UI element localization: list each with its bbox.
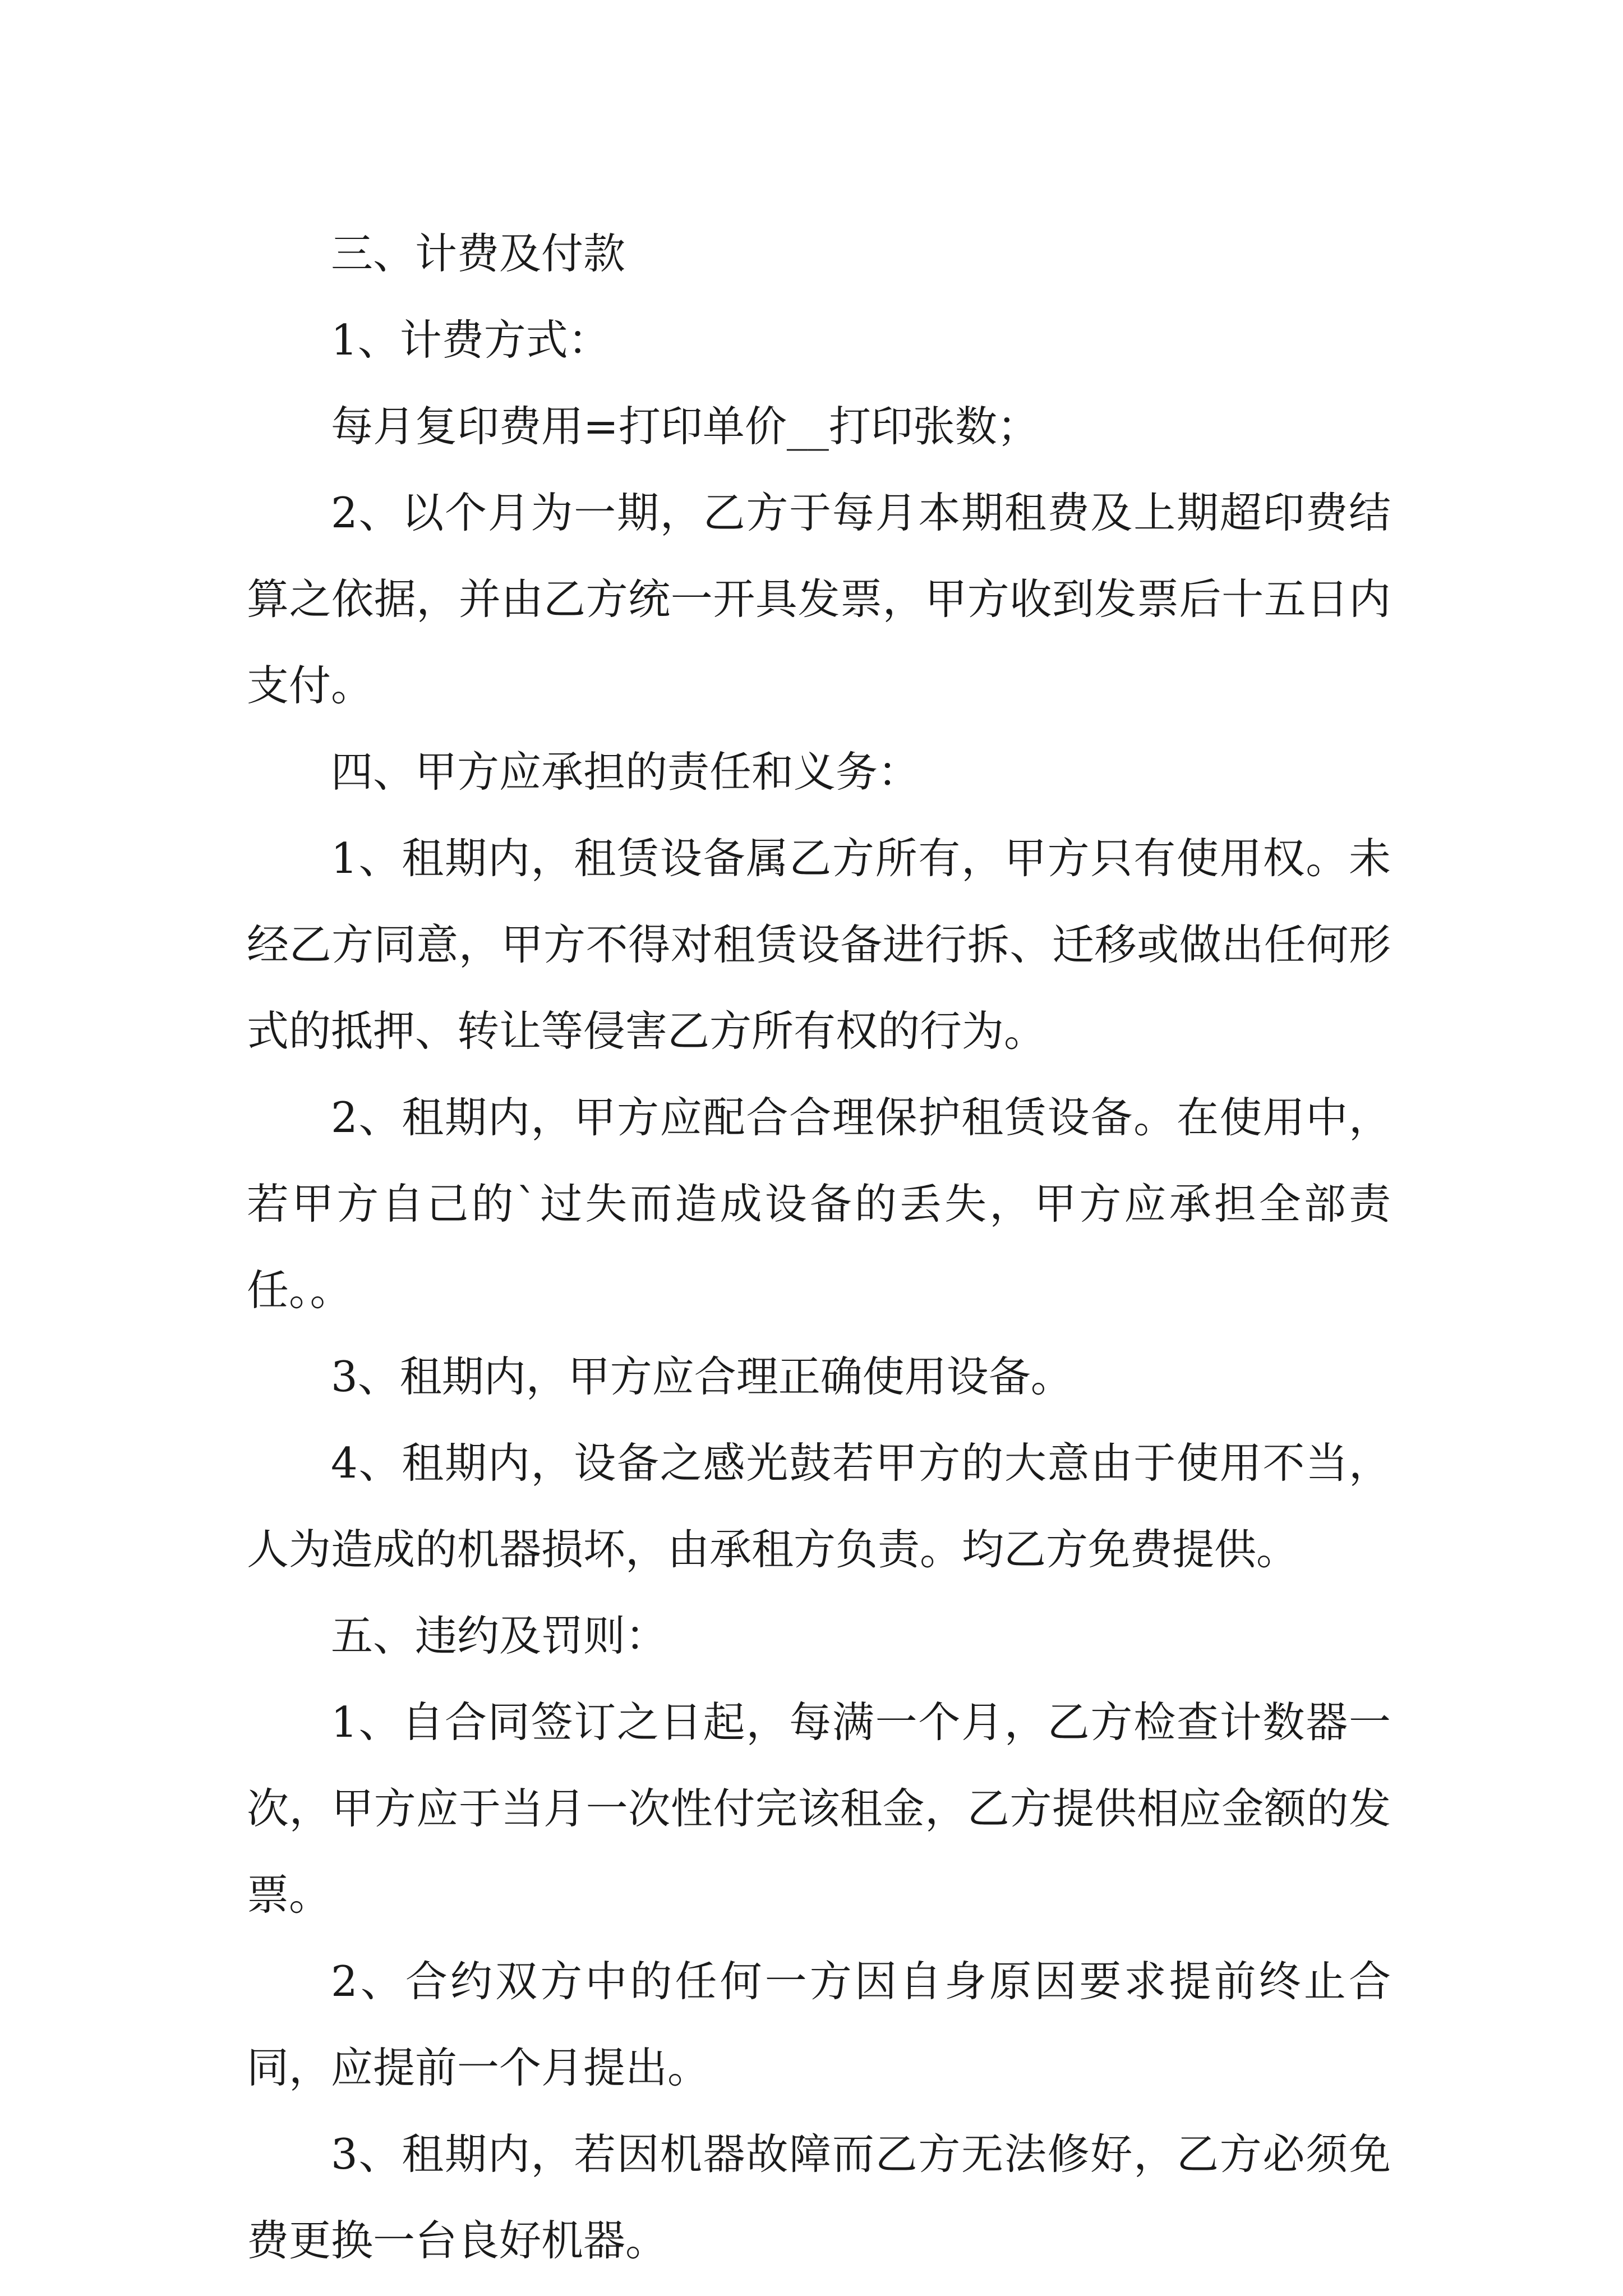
paragraph: 3、租期内，若因机器故障而乙方无法修好，乙方必须免费更换一台良好机器。 [247,2129,1391,2265]
paragraph: 1、租期内，租赁设备属乙方所有，甲方只有使用权。未经乙方同意，甲方不得对租赁设备进行拆、迁移或做出任何形式的抵押、转让等侵害乙方所有权的行为。 [247,834,1391,1056]
paragraph: 1、计费方式： [331,315,610,365]
paragraph: 2、租期内，甲方应配合合理保护租赁设备。在使用中，若甲方自己的`过失而造成设备的丢失，甲方应承担全部责任。。 [247,1093,1391,1315]
paragraph: 3、租期内，甲方应合理正确使用设备。 [331,1352,1073,1401]
paragraph: 4、租期内，设备之感光鼓若甲方的大意由于使用不当，人为造成的机器损坏，由承租方负责。均乙方免费提供。 [247,1438,1391,1574]
paragraph: 2、以个月为一期，乙方于每月本期租费及上期超印费结算之依据，并由乙方统一开具发票，甲方收到发票后十五日内支付。 [247,488,1391,710]
paragraph: 每月复印费用=打印单价__打印张数； [331,402,1039,451]
section-heading-billing: 三、计费及付款 [331,229,626,278]
paragraph: 2、合约双方中的任何一方因自身原因要求提前终止合同，应提前一个月提出。 [247,1957,1391,2092]
section-heading-breach: 五、违约及罚则： [331,1611,668,1660]
section-heading-party-a-duties: 四、甲方应承担的责任和义务： [331,747,920,797]
document-body [247,210,1391,2284]
paragraph: 1、自合同签订之日起，每满一个月，乙方检查计数器一次，甲方应于当月一次性付完该租金，乙方提供相应金额的发票。 [247,1697,1391,1920]
